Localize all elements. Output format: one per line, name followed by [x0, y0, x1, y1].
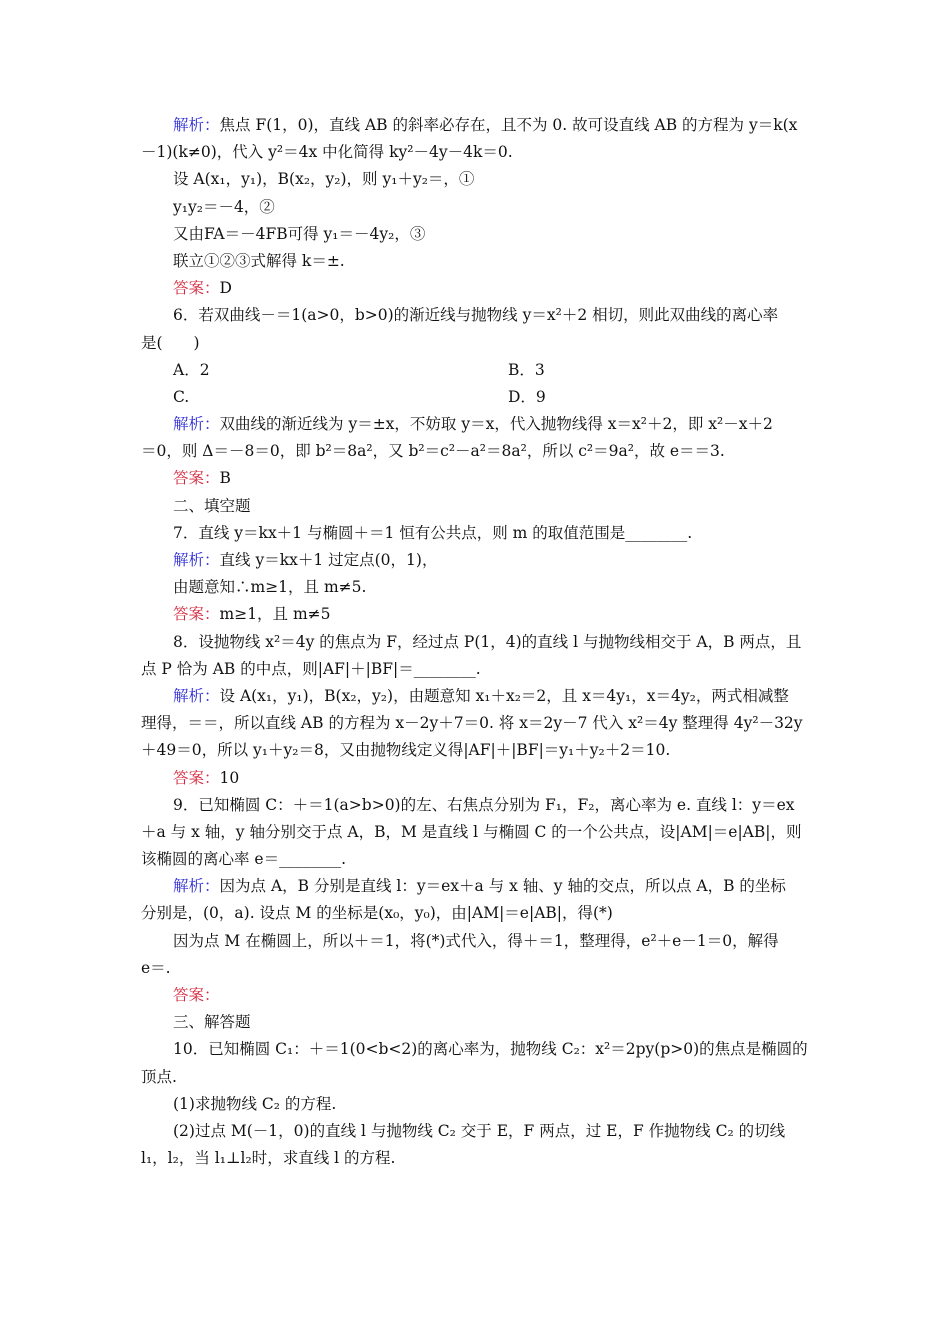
line-text: 9．已知椭圆 C：＋＝1(a>b>0)的左、右焦点分别为 F₁，F₂，离心率为 e. 直线 l：y＝ex — [173, 795, 795, 814]
text-line — [0, 846, 950, 873]
answer-line — [0, 765, 950, 792]
text-line — [0, 139, 950, 166]
line-text: l₁，l₂，当 l₁⊥l₂时，求直线 l 的方程. — [141, 1149, 396, 1168]
section-heading — [0, 493, 950, 520]
text-line — [0, 248, 950, 275]
analysis-label: 解析： — [173, 686, 220, 705]
text-line — [0, 928, 950, 955]
line-text: 焦点 F(1，0)，直线 AB 的斜率必存在，且不为 0. 故可设直线 AB 的方程为 y＝k(x — [219, 116, 798, 134]
line-text: 二、填空题 — [173, 496, 251, 515]
text-line — [0, 438, 950, 465]
line-text: 10．已知椭圆 C₁：＋＝1(0<b<2)的离心率为，抛物线 C₂：x²＝2py(p>0)的焦点是椭圆的 — [173, 1040, 808, 1059]
analysis-label: 解析： — [173, 877, 220, 896]
answer-line — [0, 275, 950, 302]
analysis-label: 解析： — [173, 551, 220, 569]
line-text: 联立①②③式解得 k＝±. — [173, 251, 345, 270]
answer-label: 答案： — [173, 605, 220, 624]
text-line — [0, 656, 950, 683]
line-text: 7．直线 y＝kx＋1 与椭圆＋＝1 恒有公共点，则 m 的取值范围是________. — [173, 523, 693, 542]
option-b: B．3 — [508, 360, 545, 379]
line-text: 点 P 恰为 AB 的中点，则|AF|＋|BF|＝________. — [141, 659, 481, 678]
text-line — [0, 574, 950, 601]
option-row — [0, 357, 950, 384]
analysis-label: 解析： — [173, 415, 220, 434]
answer-line — [0, 982, 950, 1009]
answer-label: 答案： — [173, 768, 220, 787]
text-line — [0, 683, 950, 710]
line-text: 又由FA＝－4FB可得 y₁＝－4y₂，③ — [173, 224, 426, 243]
line-text: 设 A(x₁，y₁)，B(x₂，y₂)，由题意知 x₁＋x₂＝2，且 x＝4y₁，x＝4y₂，两式相减整 — [219, 686, 789, 705]
question-line — [0, 792, 950, 819]
answer-line — [0, 465, 950, 492]
line-text: 分别是，(0，a). 设点 M 的坐标是(x₀，y₀)，由|AM|＝e|AB|，得(*) — [141, 904, 613, 923]
line-text: 因为点 A，B 分别是直线 l：y＝ex＋a 与 x 轴、y 轴的交点，所以点 A，B 的坐标 — [219, 877, 786, 896]
line-text: 三、解答题 — [173, 1013, 251, 1032]
line-text: ＝0，则 Δ＝－8＝0，即 b²＝8a²，又 b²＝c²－a²＝8a²，所以 c²＝9a²，故 e＝＝3. — [141, 442, 725, 461]
option-c: C. — [173, 387, 190, 406]
text-line — [0, 1091, 950, 1118]
answer-line — [0, 601, 950, 628]
option-row — [0, 384, 950, 411]
text-line — [0, 737, 950, 764]
line-text: 8．设抛物线 x²＝4y 的焦点为 F，经过点 P(1，4)的直线 l 与抛物线相交于 A，B 两点，且 — [173, 632, 802, 651]
option-d: D．9 — [508, 387, 546, 406]
text-line — [0, 194, 950, 221]
text-line — [0, 955, 950, 982]
line-text: 顶点. — [141, 1067, 177, 1086]
line-text: 因为点 M 在椭圆上，所以＋＝1，将(*)式代入，得＋＝1，整理得，e²＋e－1＝0，解得 — [173, 931, 779, 950]
text-line — [0, 1064, 950, 1091]
line-text: 双曲线的渐近线为 y＝±x，不妨取 y＝x，代入抛物线得 x＝x²＋2，即 x²－x＋2 — [219, 415, 773, 434]
line-text: 理得，＝＝，所以直线 AB 的方程为 x－2y＋7＝0. 将 x＝2y－7 代入 x²＝4y 整理得 4y²－32y — [141, 714, 803, 733]
line-text: 设 A(x₁，y₁)，B(x₂，y₂)，则 y₁＋y₂＝，① — [173, 170, 475, 189]
text-line — [0, 112, 950, 139]
answer-value: 10 — [219, 768, 240, 787]
line-text: ＋49＝0，所以 y₁＋y₂＝8，又由抛物线定义得|AF|＋|BF|＝y₁＋y₂＋2＝10. — [141, 741, 671, 760]
section-heading — [0, 1009, 950, 1036]
answer-label: 答案： — [173, 279, 220, 298]
text-line — [0, 900, 950, 927]
line-text: (2)过点 M(－1，0)的直线 l 与抛物线 C₂ 交于 E，F 两点，过 E，F 作抛物线 C₂ 的切线 — [173, 1121, 786, 1140]
answer-value: D — [219, 279, 232, 298]
question-line — [0, 1036, 950, 1063]
document-page — [0, 112, 950, 1172]
text-line — [0, 819, 950, 846]
text-line — [0, 547, 950, 574]
text-line — [0, 710, 950, 737]
text-line — [0, 411, 950, 438]
question-line — [0, 629, 950, 656]
line-text: －1)(k≠0)，代入 y²＝4x 中化简得 ky²－4y－4k＝0. — [141, 143, 513, 162]
text-line — [0, 166, 950, 193]
line-text: 由题意知∴m≥1，且 m≠5. — [173, 578, 367, 597]
line-text: 6．若双曲线－＝1(a>0，b>0)的渐近线与抛物线 y＝x²＋2 相切，则此双曲线的离心率 — [173, 306, 779, 325]
question-line — [0, 302, 950, 329]
answer-value: B — [219, 469, 231, 488]
answer-value: m≥1，且 m≠5 — [219, 605, 331, 624]
text-line — [0, 330, 950, 357]
line-text: 直线 y＝kx＋1 过定点(0，1)， — [219, 551, 438, 569]
text-line — [0, 221, 950, 248]
line-text: e＝. — [141, 958, 171, 977]
answer-label: 答案： — [173, 986, 220, 1004]
question-line — [0, 520, 950, 547]
option-a: A．2 — [173, 360, 210, 379]
analysis-label: 解析： — [173, 116, 220, 134]
line-text: (1)求抛物线 C₂ 的方程. — [173, 1094, 337, 1113]
line-text: ＋a 与 x 轴，y 轴分别交于点 A，B，M 是直线 l 与椭圆 C 的一个公共点，设|AM|＝e|AB|，则 — [141, 822, 802, 841]
text-line — [0, 873, 950, 900]
line-text: y₁y₂＝－4，② — [173, 197, 275, 216]
line-text: 该椭圆的离心率 e＝________. — [141, 850, 347, 869]
text-line — [0, 1145, 950, 1172]
line-text: 是( ) — [141, 333, 200, 352]
text-line — [0, 1118, 950, 1145]
answer-label: 答案： — [173, 469, 220, 488]
